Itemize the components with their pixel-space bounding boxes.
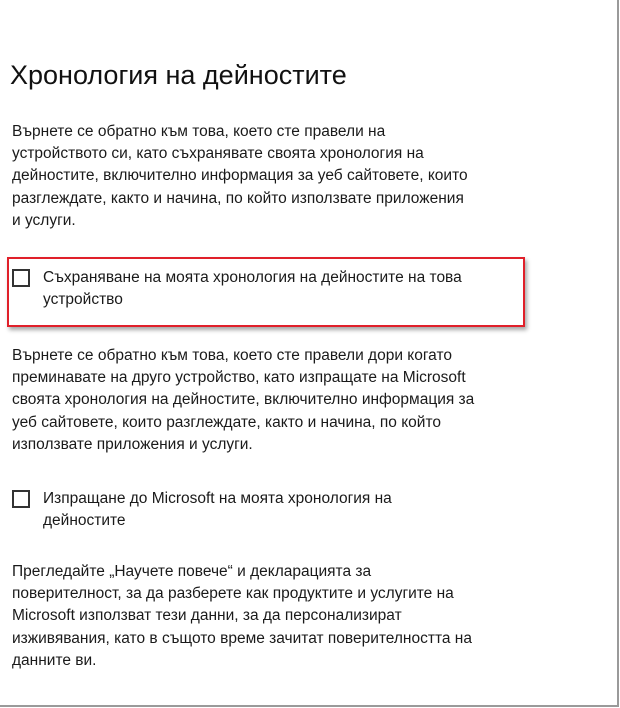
- send-activity-history-checkbox[interactable]: [12, 490, 30, 508]
- page-title: Хронология на дейностите: [10, 60, 347, 90]
- text-line: разглеждате, както и начина, по който използвате приложения: [12, 189, 464, 207]
- text-line: Прегледайте „Научете повече“ и декларацията за: [12, 563, 372, 580]
- text-line: преминавате на друго устройство, като изпращате на Microsoft: [12, 369, 466, 387]
- text-line: данните ви.: [12, 651, 97, 669]
- send-history-description: [12, 345, 474, 456]
- send-activity-history-checkbox-row[interactable]: [12, 488, 392, 532]
- label-line: дейностите: [43, 512, 126, 530]
- text-line: използвате приложения и услуги.: [12, 435, 253, 453]
- label-line: устройство: [43, 291, 123, 309]
- text-line: Microsoft използват тези данни, за да персонализират: [12, 607, 402, 625]
- text-line: поверителност, за да разберете как продуктите и услугите на: [12, 585, 454, 603]
- text-line: устройството си, като съхранявате своята хронология на: [12, 145, 424, 163]
- text-line: изживявания, като в същото време зачитат поверителността на: [12, 629, 472, 647]
- label-line: Изпращане до Microsoft на моята хронология на: [43, 490, 392, 507]
- text-line: и услуги.: [12, 211, 76, 229]
- privacy-description: [12, 561, 472, 672]
- text-line: своята хронология на дейностите, включително информация за: [12, 391, 475, 409]
- store-activity-history-checkbox[interactable]: [12, 269, 30, 287]
- text-line: дейностите, включително информация за уеб сайтовете, които: [12, 167, 468, 185]
- activity-history-description: [12, 121, 468, 232]
- label-line: Съхраняване на моята хронология на дейностите на това: [43, 269, 462, 286]
- text-line: Върнете се обратно към това, което сте правели дори когато: [12, 347, 453, 364]
- store-activity-history-checkbox-row[interactable]: [12, 267, 462, 311]
- store-activity-history-label[interactable]: [43, 267, 462, 311]
- text-line: уеб сайтовете, които разглеждате, както и начина, по който: [12, 413, 441, 431]
- text-line: Върнете се обратно към това, което сте правели на: [12, 123, 386, 140]
- send-activity-history-label[interactable]: [43, 488, 392, 532]
